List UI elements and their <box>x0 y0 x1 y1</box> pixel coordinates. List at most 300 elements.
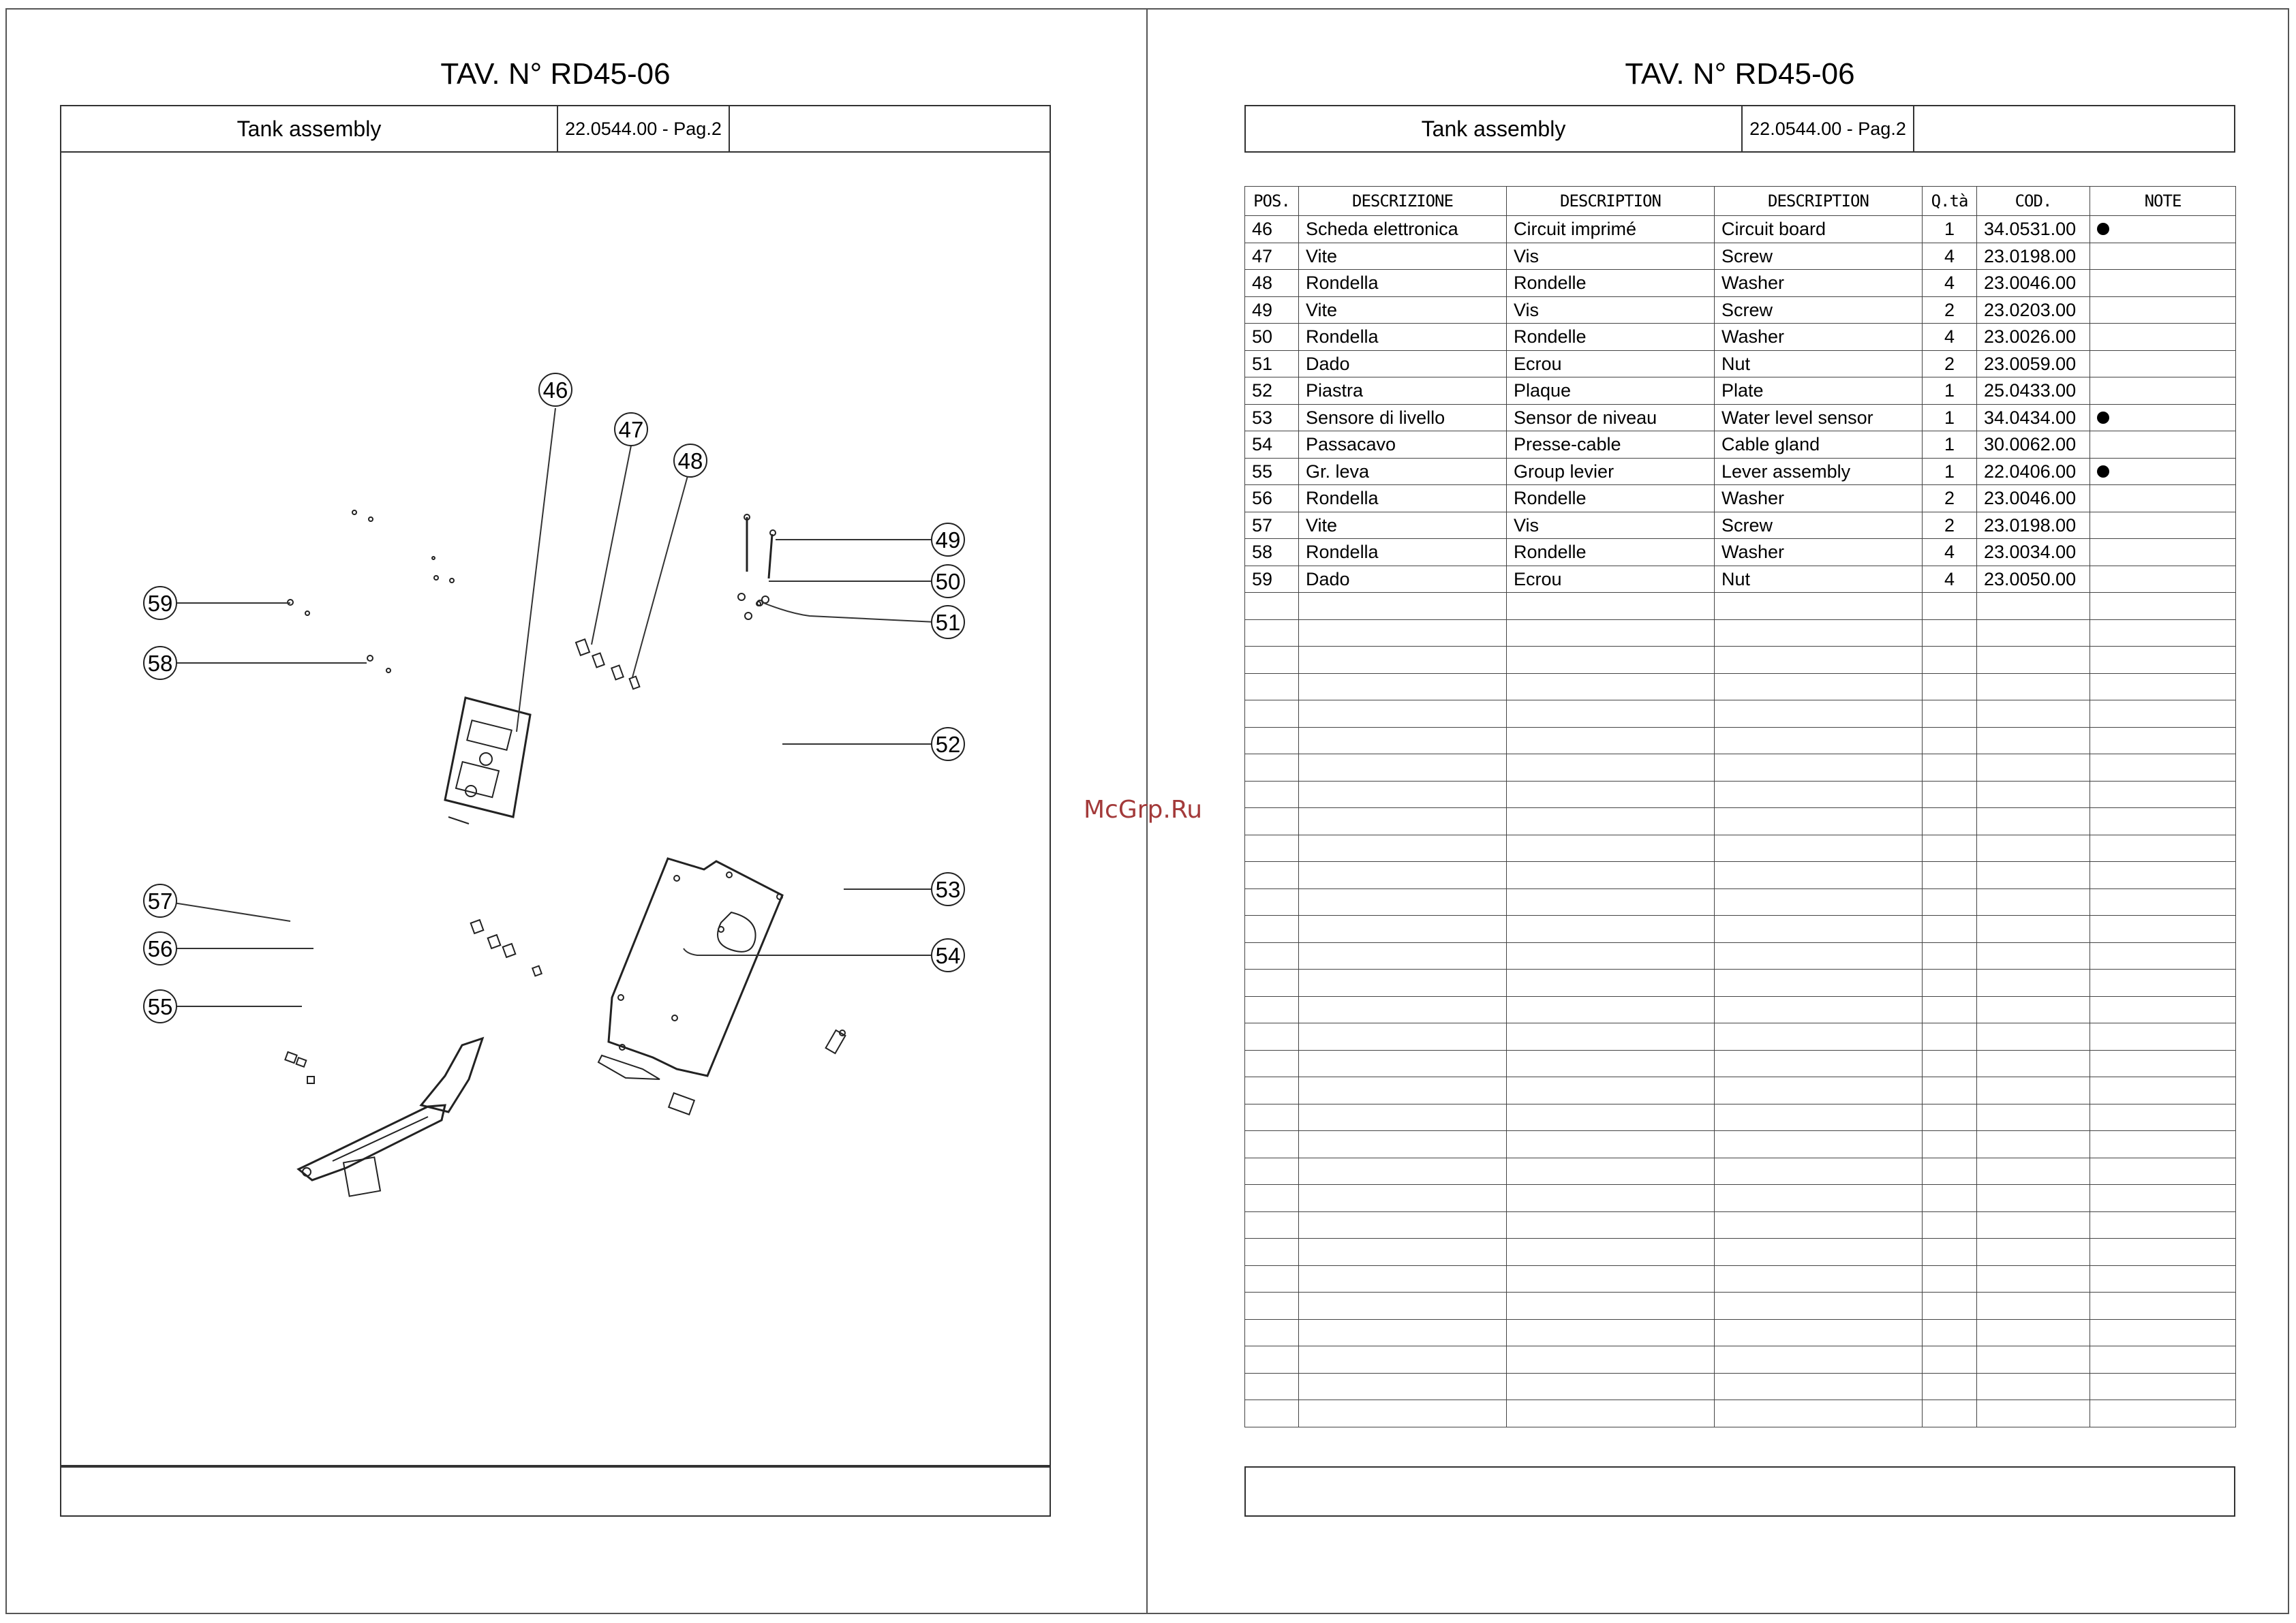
empty-cell <box>1245 835 1299 862</box>
col-qty: Q.tà <box>1923 187 1977 216</box>
empty-cell <box>1977 1239 2090 1266</box>
cell-qty: 2 <box>1923 350 1977 377</box>
empty-cell <box>1977 1023 2090 1051</box>
callout-49 <box>932 523 964 556</box>
table-row <box>1245 485 2236 512</box>
table-row <box>1245 296 2236 324</box>
cell-qty: 1 <box>1923 431 1977 459</box>
empty-cell <box>1507 754 1715 782</box>
empty-table-row <box>1245 1319 2236 1346</box>
empty-cell <box>1507 1265 1715 1293</box>
cell-code: 34.0531.00 <box>1977 216 2090 243</box>
left-header-box <box>60 105 1051 153</box>
empty-cell <box>1299 1077 1507 1104</box>
empty-cell <box>1299 619 1507 647</box>
empty-cell <box>1245 808 1299 835</box>
empty-cell <box>1715 754 1923 782</box>
empty-cell <box>1715 1265 1923 1293</box>
empty-cell <box>1977 1077 2090 1104</box>
parts-table-body <box>1245 216 2236 1427</box>
empty-cell <box>1715 916 1923 943</box>
empty-cell <box>1507 1319 1715 1346</box>
empty-cell <box>1299 808 1507 835</box>
empty-cell <box>1715 673 1923 700</box>
cell-description-en: Washer <box>1715 324 1923 351</box>
empty-cell <box>1507 835 1715 862</box>
right-header-name: Tank assembly <box>1246 106 1743 151</box>
table-row <box>1245 458 2236 485</box>
empty-cell <box>2090 1400 2236 1427</box>
empty-cell <box>1715 1023 1923 1051</box>
empty-cell <box>1299 835 1507 862</box>
cell-qty: 2 <box>1923 485 1977 512</box>
col-pos: POS. <box>1245 187 1299 216</box>
empty-cell <box>1507 1158 1715 1185</box>
empty-cell <box>1245 1077 1299 1104</box>
empty-cell <box>1245 888 1299 916</box>
callout-47 <box>615 413 647 446</box>
empty-cell <box>1507 700 1715 728</box>
cell-description-fr: Ecrou <box>1507 350 1715 377</box>
cell-pos: 47 <box>1245 243 1299 270</box>
empty-cell <box>2090 1293 2236 1320</box>
empty-cell <box>1299 862 1507 889</box>
cell-description-fr: Ecrou <box>1507 566 1715 593</box>
empty-cell <box>1245 1293 1299 1320</box>
empty-table-row <box>1245 1346 2236 1374</box>
empty-cell <box>1245 700 1299 728</box>
empty-cell <box>1923 862 1977 889</box>
empty-cell <box>1299 593 1507 620</box>
empty-cell <box>1245 1158 1299 1185</box>
empty-cell <box>2090 781 2236 808</box>
empty-cell <box>1299 647 1507 674</box>
empty-cell <box>1507 970 1715 997</box>
empty-cell <box>1923 1023 1977 1051</box>
empty-cell <box>2090 808 2236 835</box>
empty-cell <box>1715 781 1923 808</box>
cell-pos: 49 <box>1245 296 1299 324</box>
empty-cell <box>1507 1239 1715 1266</box>
table-row <box>1245 539 2236 566</box>
callout-51 <box>932 606 964 638</box>
lever-assembly-part <box>299 1038 483 1196</box>
empty-cell <box>1299 673 1507 700</box>
empty-cell <box>1245 1400 1299 1427</box>
cell-note <box>2090 404 2236 431</box>
cell-code: 22.0406.00 <box>1977 458 2090 485</box>
empty-cell <box>1923 1293 1977 1320</box>
empty-cell <box>1715 862 1923 889</box>
cell-note <box>2090 485 2236 512</box>
empty-cell <box>1299 1158 1507 1185</box>
cell-descrizione: Rondella <box>1299 270 1507 297</box>
empty-cell <box>1715 593 1923 620</box>
empty-cell <box>1923 1211 1977 1239</box>
empty-cell <box>1977 700 2090 728</box>
right-page-title: TAV. N° RD45-06 <box>1625 57 1855 91</box>
empty-cell <box>1245 1373 1299 1400</box>
cell-description-en: Cable gland <box>1715 431 1923 459</box>
empty-cell <box>1245 647 1299 674</box>
cell-code: 23.0046.00 <box>1977 270 2090 297</box>
empty-cell <box>2090 835 2236 862</box>
empty-cell <box>1923 835 1977 862</box>
empty-table-row <box>1245 1400 2236 1427</box>
cell-pos: 51 <box>1245 350 1299 377</box>
cell-description-fr: Group levier <box>1507 458 1715 485</box>
empty-cell <box>1977 862 2090 889</box>
col-descrizione: DESCRIZIONE <box>1299 187 1507 216</box>
empty-cell <box>1923 996 1977 1023</box>
empty-cell <box>2090 1185 2236 1212</box>
empty-cell <box>1977 727 2090 754</box>
empty-cell <box>1977 1131 2090 1158</box>
empty-cell <box>1715 1131 1923 1158</box>
empty-cell <box>1507 1400 1715 1427</box>
cell-note <box>2090 458 2236 485</box>
cell-description-fr: Rondelle <box>1507 539 1715 566</box>
empty-table-row <box>1245 996 2236 1023</box>
empty-cell <box>1923 1104 1977 1131</box>
cell-code: 23.0050.00 <box>1977 566 2090 593</box>
empty-cell <box>1245 1131 1299 1158</box>
cell-note <box>2090 431 2236 459</box>
exploded-view-drawing <box>60 153 1051 1466</box>
empty-cell <box>1299 1131 1507 1158</box>
empty-cell <box>1507 1131 1715 1158</box>
cell-pos: 46 <box>1245 216 1299 243</box>
cell-pos: 52 <box>1245 377 1299 405</box>
empty-cell <box>2090 1319 2236 1346</box>
cell-descrizione: Scheda elettronica <box>1299 216 1507 243</box>
svg-text:47: 47 <box>618 417 644 442</box>
watermark: McGrp.Ru <box>1084 796 1203 824</box>
empty-cell <box>1977 1265 2090 1293</box>
svg-text:58: 58 <box>147 651 173 676</box>
empty-cell <box>1923 673 1977 700</box>
table-row <box>1245 216 2236 243</box>
cell-code: 23.0026.00 <box>1977 324 2090 351</box>
cell-description-en: Nut <box>1715 350 1923 377</box>
cell-code: 23.0034.00 <box>1977 539 2090 566</box>
empty-cell <box>1715 942 1923 970</box>
cell-note <box>2090 512 2236 539</box>
empty-cell <box>1923 647 1977 674</box>
cell-pos: 53 <box>1245 404 1299 431</box>
cell-description-fr: Vis <box>1507 243 1715 270</box>
empty-cell <box>1923 700 1977 728</box>
empty-cell <box>2090 647 2236 674</box>
empty-table-row <box>1245 1293 2236 1320</box>
right-header-box <box>1244 105 2235 153</box>
callout-group <box>144 373 964 1023</box>
cell-code: 23.0198.00 <box>1977 512 2090 539</box>
empty-cell <box>1245 727 1299 754</box>
empty-cell <box>1507 619 1715 647</box>
empty-cell <box>1715 727 1923 754</box>
empty-cell <box>1507 862 1715 889</box>
empty-table-row <box>1245 888 2236 916</box>
empty-cell <box>1245 593 1299 620</box>
cell-description-en: Washer <box>1715 485 1923 512</box>
empty-cell <box>2090 1158 2236 1185</box>
empty-table-row <box>1245 1077 2236 1104</box>
cell-description-en: Screw <box>1715 512 1923 539</box>
empty-cell <box>1923 942 1977 970</box>
empty-cell <box>1299 1293 1507 1320</box>
empty-table-row <box>1245 700 2236 728</box>
empty-cell <box>1299 1023 1507 1051</box>
empty-cell <box>1299 727 1507 754</box>
left-header-code: 22.0544.00 - Pag.2 <box>558 106 730 151</box>
empty-cell <box>1245 1211 1299 1239</box>
callout-55 <box>144 990 177 1023</box>
empty-cell <box>1923 1319 1977 1346</box>
cell-description-fr: Plaque <box>1507 377 1715 405</box>
cell-pos: 50 <box>1245 324 1299 351</box>
empty-table-row <box>1245 1023 2236 1051</box>
empty-cell <box>2090 888 2236 916</box>
empty-cell <box>1299 1265 1507 1293</box>
empty-cell <box>1245 1185 1299 1212</box>
empty-table-row <box>1245 673 2236 700</box>
cell-description-fr: Presse-cable <box>1507 431 1715 459</box>
empty-table-row <box>1245 619 2236 647</box>
empty-cell <box>1977 647 2090 674</box>
empty-cell <box>2090 727 2236 754</box>
empty-table-row <box>1245 727 2236 754</box>
empty-cell <box>2090 700 2236 728</box>
cell-description-en: Nut <box>1715 566 1923 593</box>
empty-cell <box>2090 593 2236 620</box>
empty-cell <box>1299 1346 1507 1374</box>
table-row <box>1245 404 2236 431</box>
cell-code: 34.0434.00 <box>1977 404 2090 431</box>
empty-table-row <box>1245 647 2236 674</box>
cell-code: 23.0046.00 <box>1977 485 2090 512</box>
empty-cell <box>1715 1185 1923 1212</box>
empty-cell <box>1299 1211 1507 1239</box>
parts-table-header <box>1245 187 2236 216</box>
col-code: COD. <box>1977 187 2090 216</box>
empty-table-row <box>1245 942 2236 970</box>
empty-cell <box>1299 942 1507 970</box>
empty-cell <box>1507 673 1715 700</box>
table-row <box>1245 377 2236 405</box>
empty-cell <box>1923 888 1977 916</box>
empty-cell <box>1507 1293 1715 1320</box>
empty-cell <box>1977 673 2090 700</box>
callout-57 <box>144 884 177 917</box>
empty-cell <box>1923 1346 1977 1374</box>
empty-cell <box>2090 1104 2236 1131</box>
table-row <box>1245 350 2236 377</box>
cell-descrizione: Piastra <box>1299 377 1507 405</box>
cell-code: 30.0062.00 <box>1977 431 2090 459</box>
empty-table-row <box>1245 781 2236 808</box>
cell-description-fr: Vis <box>1507 296 1715 324</box>
empty-cell <box>1977 1050 2090 1077</box>
svg-text:56: 56 <box>147 936 173 961</box>
empty-cell <box>1507 647 1715 674</box>
cell-qty: 4 <box>1923 539 1977 566</box>
svg-text:50: 50 <box>935 569 961 594</box>
empty-cell <box>2090 1211 2236 1239</box>
empty-cell <box>1245 996 1299 1023</box>
empty-cell <box>1507 1104 1715 1131</box>
empty-cell <box>1977 1158 2090 1185</box>
empty-cell <box>1245 916 1299 943</box>
cell-qty: 1 <box>1923 216 1977 243</box>
svg-text:46: 46 <box>542 377 568 403</box>
circuit-board-part <box>445 698 530 824</box>
empty-cell <box>2090 1131 2236 1158</box>
left-footer-box <box>60 1466 1051 1517</box>
cell-description-en: Water level sensor <box>1715 404 1923 431</box>
empty-cell <box>1715 1346 1923 1374</box>
empty-cell <box>1507 1185 1715 1212</box>
empty-cell <box>1923 619 1977 647</box>
cell-qty: 4 <box>1923 243 1977 270</box>
empty-cell <box>1715 1319 1923 1346</box>
empty-cell <box>1299 1185 1507 1212</box>
cell-descrizione: Rondella <box>1299 324 1507 351</box>
cell-descrizione: Passacavo <box>1299 431 1507 459</box>
empty-cell <box>1507 593 1715 620</box>
empty-cell <box>1299 888 1507 916</box>
empty-cell <box>1245 673 1299 700</box>
note-bullet-icon <box>2097 465 2109 478</box>
empty-cell <box>1977 593 2090 620</box>
empty-table-row <box>1245 754 2236 782</box>
cell-pos: 55 <box>1245 458 1299 485</box>
cell-note <box>2090 539 2236 566</box>
empty-table-row <box>1245 1104 2236 1131</box>
cell-descrizione: Rondella <box>1299 539 1507 566</box>
cell-description-en: Lever assembly <box>1715 458 1923 485</box>
callout-50 <box>932 565 964 598</box>
empty-cell <box>1977 888 2090 916</box>
empty-cell <box>1977 1211 2090 1239</box>
cell-description-fr: Rondelle <box>1507 270 1715 297</box>
cell-pos: 59 <box>1245 566 1299 593</box>
empty-cell <box>1977 1185 2090 1212</box>
empty-cell <box>1977 1104 2090 1131</box>
empty-cell <box>2090 1023 2236 1051</box>
empty-cell <box>2090 1077 2236 1104</box>
empty-cell <box>1923 1077 1977 1104</box>
empty-cell <box>1507 781 1715 808</box>
empty-cell <box>1923 1158 1977 1185</box>
cell-note <box>2090 566 2236 593</box>
empty-cell <box>1245 1050 1299 1077</box>
svg-text:53: 53 <box>935 877 961 902</box>
left-header-name: Tank assembly <box>61 106 558 151</box>
empty-table-row <box>1245 1239 2236 1266</box>
empty-cell <box>1299 1400 1507 1427</box>
col-note: NOTE <box>2090 187 2236 216</box>
empty-cell <box>1245 970 1299 997</box>
cell-description-en: Plate <box>1715 377 1923 405</box>
empty-cell <box>1715 700 1923 728</box>
svg-text:51: 51 <box>935 610 961 635</box>
empty-cell <box>1299 1104 1507 1131</box>
cell-descrizione: Dado <box>1299 350 1507 377</box>
empty-cell <box>1715 619 1923 647</box>
empty-cell <box>1245 1265 1299 1293</box>
empty-cell <box>1923 1131 1977 1158</box>
empty-cell <box>2090 970 2236 997</box>
empty-cell <box>1715 888 1923 916</box>
empty-cell <box>1245 1023 1299 1051</box>
callout-53 <box>932 873 964 906</box>
empty-cell <box>1923 593 1977 620</box>
empty-cell <box>1977 942 2090 970</box>
empty-cell <box>1245 1104 1299 1131</box>
empty-cell <box>1977 1400 2090 1427</box>
empty-table-row <box>1245 1211 2236 1239</box>
svg-text:59: 59 <box>147 591 173 616</box>
empty-table-row <box>1245 970 2236 997</box>
cell-description-en: Screw <box>1715 243 1923 270</box>
empty-cell <box>1715 1373 1923 1400</box>
empty-cell <box>1977 970 2090 997</box>
empty-cell <box>1977 808 2090 835</box>
cell-pos: 54 <box>1245 431 1299 459</box>
cell-note <box>2090 243 2236 270</box>
empty-cell <box>1245 754 1299 782</box>
cell-code: 23.0059.00 <box>1977 350 2090 377</box>
cell-code: 25.0433.00 <box>1977 377 2090 405</box>
cell-descrizione: Sensore di livello <box>1299 404 1507 431</box>
cell-qty: 1 <box>1923 404 1977 431</box>
empty-cell <box>1245 1319 1299 1346</box>
empty-cell <box>1507 1373 1715 1400</box>
cell-description-fr: Rondelle <box>1507 485 1715 512</box>
cell-qty: 2 <box>1923 512 1977 539</box>
svg-text:48: 48 <box>677 448 703 474</box>
empty-table-row <box>1245 808 2236 835</box>
empty-cell <box>1507 888 1715 916</box>
empty-table-row <box>1245 1265 2236 1293</box>
parts-table <box>1244 186 2236 1427</box>
right-footer-box <box>1244 1466 2235 1517</box>
empty-table-row <box>1245 1131 2236 1158</box>
empty-cell <box>1715 970 1923 997</box>
cell-description-fr: Rondelle <box>1507 324 1715 351</box>
empty-cell <box>1977 1346 2090 1374</box>
cell-description-en: Circuit board <box>1715 216 1923 243</box>
empty-cell <box>1299 970 1507 997</box>
empty-cell <box>2090 754 2236 782</box>
cell-pos: 48 <box>1245 270 1299 297</box>
callout-54 <box>932 939 964 972</box>
empty-cell <box>1923 781 1977 808</box>
empty-cell <box>1245 1239 1299 1266</box>
cell-note <box>2090 350 2236 377</box>
cell-descrizione: Dado <box>1299 566 1507 593</box>
empty-cell <box>2090 1239 2236 1266</box>
empty-cell <box>1977 1319 2090 1346</box>
empty-cell <box>2090 1373 2236 1400</box>
cell-description-fr: Vis <box>1507 512 1715 539</box>
cell-note <box>2090 377 2236 405</box>
empty-cell <box>1299 996 1507 1023</box>
empty-cell <box>1507 1077 1715 1104</box>
empty-cell <box>1977 754 2090 782</box>
empty-cell <box>1715 1400 1923 1427</box>
